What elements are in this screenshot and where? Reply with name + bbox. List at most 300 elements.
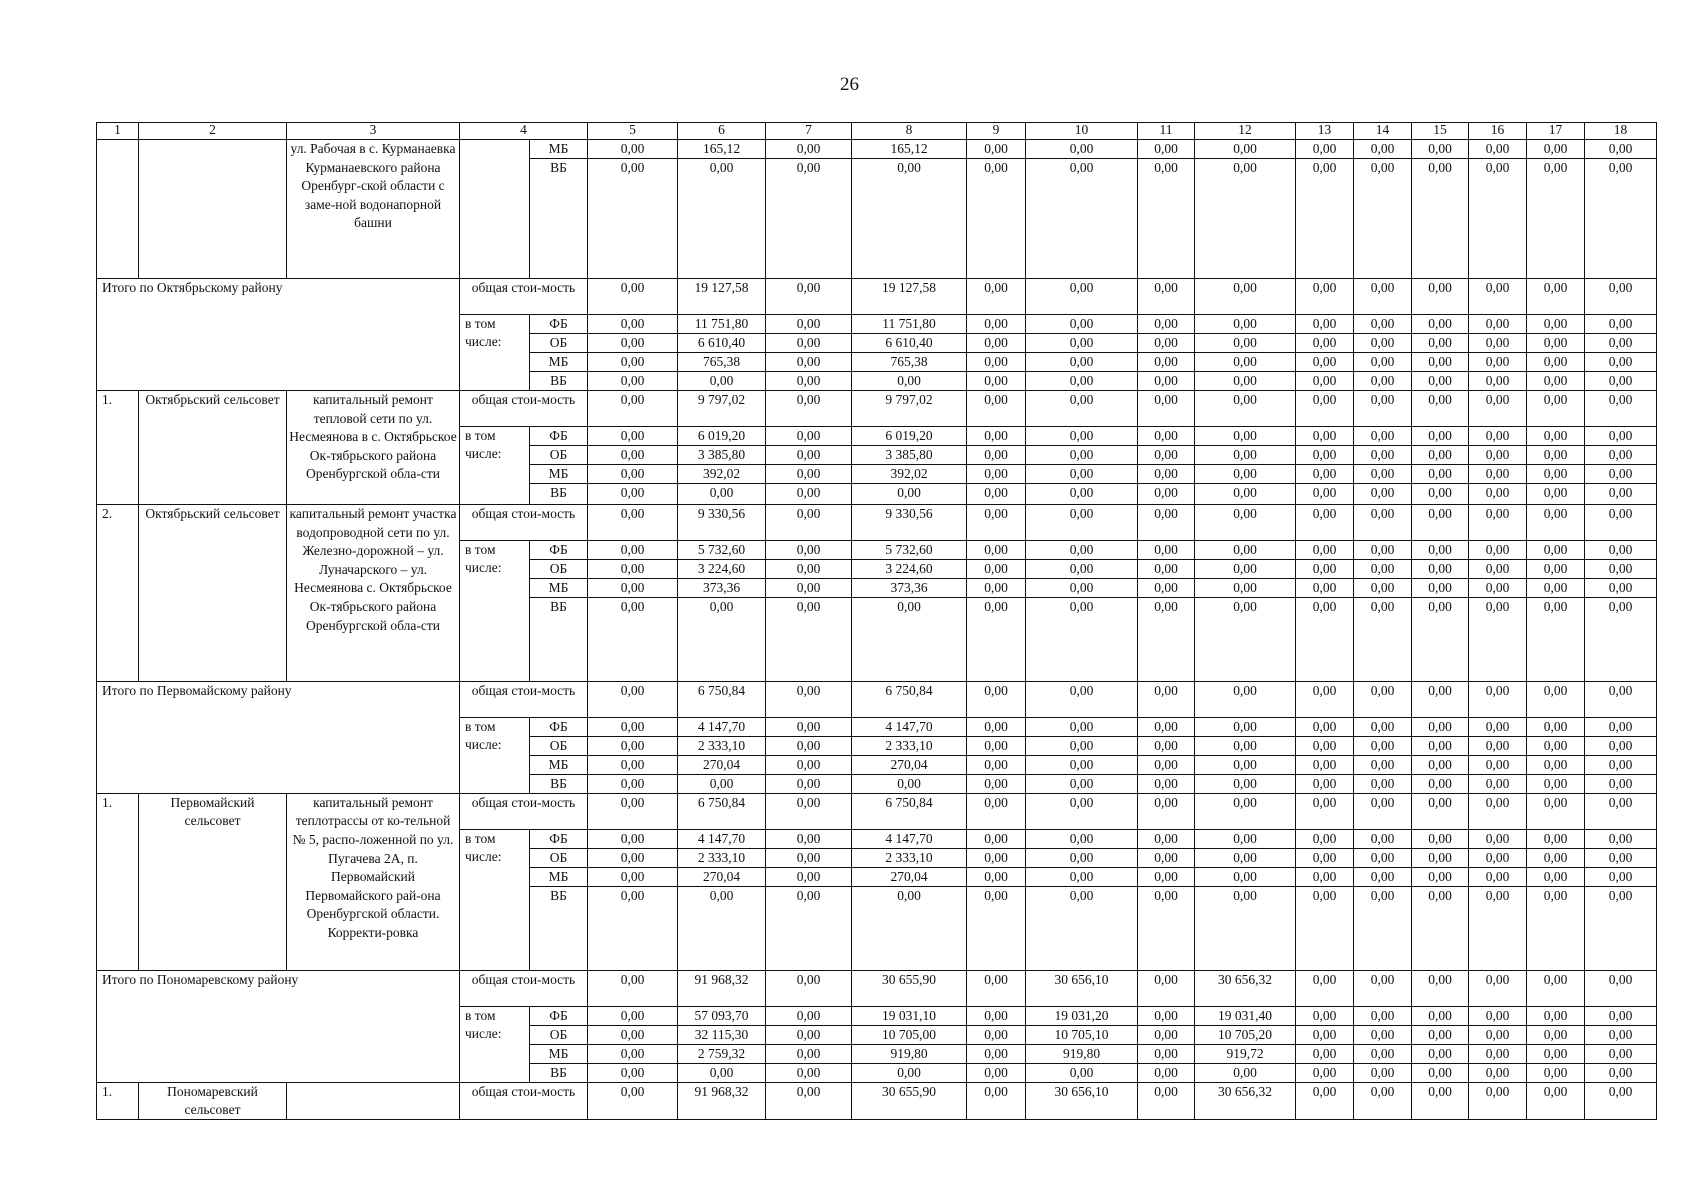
value-cell: 6 610,40 bbox=[678, 334, 766, 353]
value-cell: 0,00 bbox=[1296, 755, 1354, 774]
value-cell: 919,80 bbox=[1026, 1044, 1138, 1063]
value-cell: 0,00 bbox=[1195, 427, 1296, 446]
value-cell: 2 333,10 bbox=[852, 736, 967, 755]
value-cell: 0,00 bbox=[588, 970, 678, 1006]
value-cell: 10 705,10 bbox=[1026, 1025, 1138, 1044]
value-cell: 0,00 bbox=[766, 886, 852, 970]
value-cell: 0,00 bbox=[1585, 505, 1657, 541]
fund-code-cell: МБ bbox=[530, 465, 588, 484]
value-cell: 0,00 bbox=[1412, 886, 1469, 970]
value-cell: 0,00 bbox=[1585, 970, 1657, 1006]
including-label: в том числе: bbox=[460, 315, 530, 391]
value-cell: 0,00 bbox=[1026, 579, 1138, 598]
value-cell: 0,00 bbox=[852, 484, 967, 505]
value-cell: 0,00 bbox=[1138, 598, 1195, 682]
value-cell: 0,00 bbox=[967, 505, 1026, 541]
value-cell: 5 732,60 bbox=[678, 541, 766, 560]
column-header-18: 18 bbox=[1585, 123, 1657, 140]
value-cell: 165,12 bbox=[678, 140, 766, 159]
value-cell: 0,00 bbox=[588, 1006, 678, 1025]
total-cost-label: общая стои-мость bbox=[460, 793, 588, 829]
value-cell: 0,00 bbox=[1527, 717, 1585, 736]
value-cell: 0,00 bbox=[1026, 140, 1138, 159]
value-cell: 0,00 bbox=[766, 334, 852, 353]
value-cell: 0,00 bbox=[1527, 484, 1585, 505]
value-cell: 0,00 bbox=[588, 279, 678, 315]
value-cell: 0,00 bbox=[1195, 829, 1296, 848]
value-cell: 0,00 bbox=[1026, 736, 1138, 755]
district-total-row bbox=[97, 279, 1657, 315]
value-cell: 0,00 bbox=[1585, 391, 1657, 427]
value-cell: 6 750,84 bbox=[678, 793, 766, 829]
value-cell: 0,00 bbox=[766, 505, 852, 541]
value-cell: 0,00 bbox=[1296, 372, 1354, 391]
value-cell: 0,00 bbox=[1412, 1082, 1469, 1119]
value-cell: 0,00 bbox=[967, 829, 1026, 848]
value-cell: 0,00 bbox=[1296, 774, 1354, 793]
fund-code-cell: МБ bbox=[530, 867, 588, 886]
value-cell: 91 968,32 bbox=[678, 970, 766, 1006]
value-cell: 30 656,32 bbox=[1195, 1082, 1296, 1119]
value-cell: 0,00 bbox=[1195, 1063, 1296, 1082]
value-cell: 0,00 bbox=[1354, 279, 1412, 315]
value-cell: 19 127,58 bbox=[852, 279, 967, 315]
value-cell: 0,00 bbox=[1469, 353, 1527, 372]
value-cell: 0,00 bbox=[1585, 159, 1657, 279]
value-cell: 0,00 bbox=[766, 1044, 852, 1063]
value-cell: 0,00 bbox=[1412, 159, 1469, 279]
value-cell: 0,00 bbox=[1354, 427, 1412, 446]
value-cell: 0,00 bbox=[1527, 140, 1585, 159]
value-cell: 19 031,10 bbox=[852, 1006, 967, 1025]
value-cell: 0,00 bbox=[1469, 465, 1527, 484]
value-cell: 0,00 bbox=[1138, 159, 1195, 279]
value-cell: 0,00 bbox=[1195, 793, 1296, 829]
budget-table-container bbox=[96, 122, 1657, 1120]
value-cell: 0,00 bbox=[1138, 353, 1195, 372]
value-cell: 0,00 bbox=[1585, 774, 1657, 793]
value-cell: 0,00 bbox=[1469, 541, 1527, 560]
value-cell: 0,00 bbox=[967, 1063, 1026, 1082]
value-cell: 0,00 bbox=[967, 1006, 1026, 1025]
value-cell: 0,00 bbox=[1469, 140, 1527, 159]
value-cell: 0,00 bbox=[1412, 505, 1469, 541]
value-cell: 0,00 bbox=[1354, 446, 1412, 465]
value-cell: 0,00 bbox=[1138, 793, 1195, 829]
value-cell: 4 147,70 bbox=[852, 829, 967, 848]
value-cell: 0,00 bbox=[1195, 315, 1296, 334]
value-cell: 0,00 bbox=[1527, 755, 1585, 774]
value-cell: 0,00 bbox=[1026, 372, 1138, 391]
value-cell: 0,00 bbox=[1026, 867, 1138, 886]
item-description-cell: ул. Рабочая в с. Курманаевка Курманаевского района Оренбург-ской области с заме-ной водонапорной башни bbox=[287, 140, 460, 279]
value-cell: 0,00 bbox=[1195, 484, 1296, 505]
value-cell: 0,00 bbox=[1026, 774, 1138, 793]
value-cell: 4 147,70 bbox=[852, 717, 967, 736]
fund-code-cell: ФБ bbox=[530, 315, 588, 334]
fund-code-cell: ОБ bbox=[530, 1025, 588, 1044]
value-cell: 0,00 bbox=[1585, 484, 1657, 505]
value-cell: 0,00 bbox=[1026, 505, 1138, 541]
value-cell: 0,00 bbox=[1296, 1063, 1354, 1082]
value-cell: 0,00 bbox=[967, 446, 1026, 465]
value-cell: 0,00 bbox=[1469, 372, 1527, 391]
value-cell: 0,00 bbox=[967, 886, 1026, 970]
value-cell: 0,00 bbox=[766, 793, 852, 829]
district-total-title: Итого по Октябрьскому району bbox=[97, 279, 460, 391]
value-cell: 0,00 bbox=[766, 774, 852, 793]
value-cell: 0,00 bbox=[967, 560, 1026, 579]
value-cell: 0,00 bbox=[1026, 717, 1138, 736]
value-cell: 0,00 bbox=[1195, 681, 1296, 717]
value-cell: 0,00 bbox=[1138, 427, 1195, 446]
value-cell: 0,00 bbox=[1296, 848, 1354, 867]
value-cell: 0,00 bbox=[1585, 867, 1657, 886]
value-cell: 0,00 bbox=[1469, 391, 1527, 427]
value-cell: 0,00 bbox=[1585, 353, 1657, 372]
value-cell: 19 031,40 bbox=[1195, 1006, 1296, 1025]
including-label: в том числе: bbox=[460, 717, 530, 793]
value-cell: 0,00 bbox=[1469, 1044, 1527, 1063]
value-cell: 0,00 bbox=[1585, 681, 1657, 717]
value-cell: 0,00 bbox=[1138, 391, 1195, 427]
value-cell: 10 705,20 bbox=[1195, 1025, 1296, 1044]
column-header-17: 17 bbox=[1527, 123, 1585, 140]
value-cell: 0,00 bbox=[1469, 1082, 1527, 1119]
value-cell: 0,00 bbox=[967, 1044, 1026, 1063]
value-cell: 0,00 bbox=[1296, 560, 1354, 579]
value-cell: 0,00 bbox=[1469, 848, 1527, 867]
value-cell: 0,00 bbox=[1138, 446, 1195, 465]
value-cell: 0,00 bbox=[766, 372, 852, 391]
fund-code-cell: МБ bbox=[530, 755, 588, 774]
value-cell: 0,00 bbox=[1527, 279, 1585, 315]
value-cell: 0,00 bbox=[1195, 541, 1296, 560]
column-header-13: 13 bbox=[1296, 123, 1354, 140]
value-cell: 0,00 bbox=[1354, 159, 1412, 279]
value-cell: 0,00 bbox=[588, 867, 678, 886]
value-cell: 0,00 bbox=[1296, 279, 1354, 315]
value-cell: 0,00 bbox=[1469, 159, 1527, 279]
value-cell: 0,00 bbox=[766, 427, 852, 446]
value-cell: 0,00 bbox=[967, 774, 1026, 793]
value-cell: 0,00 bbox=[967, 541, 1026, 560]
table-row bbox=[97, 140, 1657, 159]
value-cell: 0,00 bbox=[1527, 793, 1585, 829]
value-cell: 0,00 bbox=[1527, 353, 1585, 372]
value-cell: 0,00 bbox=[967, 159, 1026, 279]
value-cell: 0,00 bbox=[1026, 886, 1138, 970]
value-cell: 0,00 bbox=[1527, 334, 1585, 353]
fund-code-cell: ВБ bbox=[530, 598, 588, 682]
value-cell: 0,00 bbox=[1469, 484, 1527, 505]
value-cell: 0,00 bbox=[1412, 1044, 1469, 1063]
value-cell: 0,00 bbox=[1354, 793, 1412, 829]
table-body bbox=[97, 123, 1657, 1120]
value-cell: 0,00 bbox=[588, 579, 678, 598]
column-header-15: 15 bbox=[1412, 123, 1469, 140]
item-name-cell: Первомайский сельсовет bbox=[139, 793, 287, 970]
value-cell: 0,00 bbox=[588, 755, 678, 774]
value-cell: 0,00 bbox=[1195, 867, 1296, 886]
value-cell: 0,00 bbox=[588, 1082, 678, 1119]
value-cell: 0,00 bbox=[766, 681, 852, 717]
value-cell: 0,00 bbox=[1354, 829, 1412, 848]
value-cell: 0,00 bbox=[766, 465, 852, 484]
value-cell: 0,00 bbox=[1469, 1063, 1527, 1082]
value-cell: 0,00 bbox=[588, 484, 678, 505]
value-cell: 0,00 bbox=[1412, 465, 1469, 484]
value-cell: 0,00 bbox=[1026, 1063, 1138, 1082]
value-cell: 0,00 bbox=[1354, 505, 1412, 541]
item-number-cell: 1. bbox=[97, 391, 139, 505]
value-cell: 0,00 bbox=[1195, 465, 1296, 484]
value-cell: 0,00 bbox=[1412, 736, 1469, 755]
value-cell: 0,00 bbox=[1296, 886, 1354, 970]
value-cell: 0,00 bbox=[1354, 140, 1412, 159]
value-cell: 9 797,02 bbox=[852, 391, 967, 427]
value-cell: 0,00 bbox=[588, 372, 678, 391]
fund-code-cell: МБ bbox=[530, 140, 588, 159]
value-cell: 0,00 bbox=[588, 829, 678, 848]
value-cell: 0,00 bbox=[1527, 541, 1585, 560]
value-cell: 0,00 bbox=[766, 598, 852, 682]
value-cell: 0,00 bbox=[1296, 793, 1354, 829]
value-cell: 30 656,32 bbox=[1195, 970, 1296, 1006]
value-cell: 0,00 bbox=[1412, 1006, 1469, 1025]
value-cell: 0,00 bbox=[1296, 579, 1354, 598]
value-cell: 0,00 bbox=[1412, 848, 1469, 867]
value-cell: 0,00 bbox=[1138, 681, 1195, 717]
value-cell: 0,00 bbox=[1354, 970, 1412, 1006]
value-cell: 0,00 bbox=[1138, 829, 1195, 848]
value-cell: 0,00 bbox=[1585, 886, 1657, 970]
value-cell: 0,00 bbox=[1412, 334, 1469, 353]
value-cell: 6 019,20 bbox=[852, 427, 967, 446]
value-cell: 0,00 bbox=[1354, 598, 1412, 682]
value-cell: 0,00 bbox=[1026, 279, 1138, 315]
value-cell: 0,00 bbox=[1469, 1006, 1527, 1025]
value-cell: 0,00 bbox=[1195, 755, 1296, 774]
value-cell: 0,00 bbox=[1296, 970, 1354, 1006]
value-cell: 0,00 bbox=[967, 334, 1026, 353]
value-cell: 765,38 bbox=[852, 353, 967, 372]
value-cell: 0,00 bbox=[1296, 391, 1354, 427]
value-cell: 0,00 bbox=[967, 717, 1026, 736]
value-cell: 0,00 bbox=[1527, 446, 1585, 465]
value-cell: 0,00 bbox=[1296, 829, 1354, 848]
value-cell: 0,00 bbox=[678, 1063, 766, 1082]
value-cell: 0,00 bbox=[766, 560, 852, 579]
total-cost-label: общая стои-мость bbox=[460, 279, 588, 315]
value-cell: 0,00 bbox=[1527, 560, 1585, 579]
value-cell: 0,00 bbox=[1195, 579, 1296, 598]
value-cell: 0,00 bbox=[1354, 353, 1412, 372]
value-cell: 2 333,10 bbox=[852, 848, 967, 867]
value-cell: 0,00 bbox=[1585, 1082, 1657, 1119]
value-cell: 0,00 bbox=[1354, 1082, 1412, 1119]
value-cell: 0,00 bbox=[588, 886, 678, 970]
value-cell: 0,00 bbox=[1138, 372, 1195, 391]
value-cell: 0,00 bbox=[1412, 560, 1469, 579]
value-cell: 0,00 bbox=[1412, 579, 1469, 598]
value-cell: 0,00 bbox=[1354, 886, 1412, 970]
value-cell: 0,00 bbox=[1412, 1025, 1469, 1044]
value-cell: 0,00 bbox=[1412, 315, 1469, 334]
district-total-row bbox=[97, 970, 1657, 1006]
value-cell: 0,00 bbox=[1527, 391, 1585, 427]
total-cost-label: общая стои-мость bbox=[460, 681, 588, 717]
value-cell: 0,00 bbox=[678, 886, 766, 970]
value-cell: 0,00 bbox=[1412, 774, 1469, 793]
value-cell: 0,00 bbox=[766, 446, 852, 465]
value-cell: 0,00 bbox=[1412, 391, 1469, 427]
value-cell: 0,00 bbox=[588, 315, 678, 334]
value-cell: 0,00 bbox=[588, 541, 678, 560]
item-name-cell: Октябрьский сельсовет bbox=[139, 505, 287, 682]
value-cell: 0,00 bbox=[1585, 717, 1657, 736]
district-total-title: Итого по Пономаревскому району bbox=[97, 970, 460, 1082]
value-cell: 0,00 bbox=[1296, 598, 1354, 682]
value-cell: 0,00 bbox=[588, 159, 678, 279]
value-cell: 0,00 bbox=[1469, 755, 1527, 774]
value-cell: 2 333,10 bbox=[678, 736, 766, 755]
value-cell: 0,00 bbox=[1469, 867, 1527, 886]
value-cell: 0,00 bbox=[1412, 867, 1469, 886]
value-cell: 0,00 bbox=[1469, 736, 1527, 755]
value-cell: 0,00 bbox=[852, 774, 967, 793]
value-cell: 0,00 bbox=[1138, 465, 1195, 484]
value-cell: 0,00 bbox=[1469, 1025, 1527, 1044]
value-cell: 0,00 bbox=[1527, 505, 1585, 541]
value-cell: 0,00 bbox=[1354, 391, 1412, 427]
value-cell: 30 656,10 bbox=[1026, 1082, 1138, 1119]
value-cell: 0,00 bbox=[1354, 315, 1412, 334]
value-cell: 0,00 bbox=[1585, 1025, 1657, 1044]
value-cell: 0,00 bbox=[1585, 1006, 1657, 1025]
value-cell: 0,00 bbox=[766, 279, 852, 315]
value-cell: 6 750,84 bbox=[678, 681, 766, 717]
total-cost-label: общая стои-мость bbox=[460, 970, 588, 1006]
value-cell: 0,00 bbox=[1585, 315, 1657, 334]
value-cell: 0,00 bbox=[1527, 774, 1585, 793]
value-cell: 919,72 bbox=[1195, 1044, 1296, 1063]
value-cell: 0,00 bbox=[1469, 560, 1527, 579]
value-cell: 0,00 bbox=[1527, 848, 1585, 867]
value-cell: 0,00 bbox=[1138, 541, 1195, 560]
value-cell: 0,00 bbox=[1195, 505, 1296, 541]
column-header-7: 7 bbox=[766, 123, 852, 140]
value-cell: 0,00 bbox=[588, 736, 678, 755]
value-cell: 0,00 bbox=[1195, 717, 1296, 736]
column-header-3: 3 bbox=[287, 123, 460, 140]
value-cell: 0,00 bbox=[1527, 1006, 1585, 1025]
column-header-8: 8 bbox=[852, 123, 967, 140]
district-total-row bbox=[97, 681, 1657, 717]
value-cell: 6 610,40 bbox=[852, 334, 967, 353]
value-cell: 0,00 bbox=[1354, 774, 1412, 793]
value-cell: 0,00 bbox=[1469, 681, 1527, 717]
value-cell: 0,00 bbox=[1354, 755, 1412, 774]
value-cell: 0,00 bbox=[1527, 1063, 1585, 1082]
value-cell: 0,00 bbox=[967, 755, 1026, 774]
value-cell: 0,00 bbox=[766, 717, 852, 736]
value-cell: 270,04 bbox=[852, 755, 967, 774]
column-header-9: 9 bbox=[967, 123, 1026, 140]
value-cell: 0,00 bbox=[1412, 484, 1469, 505]
value-cell: 0,00 bbox=[1296, 446, 1354, 465]
value-cell: 3 224,60 bbox=[852, 560, 967, 579]
fund-code-cell: ВБ bbox=[530, 159, 588, 279]
value-cell: 9 797,02 bbox=[678, 391, 766, 427]
value-cell: 0,00 bbox=[588, 140, 678, 159]
value-cell: 0,00 bbox=[1138, 279, 1195, 315]
value-cell: 0,00 bbox=[1026, 829, 1138, 848]
value-cell: 0,00 bbox=[1585, 446, 1657, 465]
value-cell: 2 333,10 bbox=[678, 848, 766, 867]
value-cell: 0,00 bbox=[1412, 598, 1469, 682]
value-cell: 91 968,32 bbox=[678, 1082, 766, 1119]
value-cell: 0,00 bbox=[766, 353, 852, 372]
column-header-1: 1 bbox=[97, 123, 139, 140]
fund-code-cell: ОБ bbox=[530, 560, 588, 579]
value-cell: 0,00 bbox=[678, 774, 766, 793]
value-cell: 0,00 bbox=[967, 140, 1026, 159]
value-cell: 0,00 bbox=[1026, 391, 1138, 427]
value-cell: 0,00 bbox=[1296, 315, 1354, 334]
value-cell: 0,00 bbox=[967, 970, 1026, 1006]
value-cell: 30 655,90 bbox=[852, 970, 967, 1006]
value-cell: 0,00 bbox=[1296, 717, 1354, 736]
value-cell: 0,00 bbox=[1195, 372, 1296, 391]
value-cell: 0,00 bbox=[1412, 717, 1469, 736]
value-cell: 0,00 bbox=[1527, 1025, 1585, 1044]
item-number-cell bbox=[97, 140, 139, 279]
value-cell: 765,38 bbox=[678, 353, 766, 372]
value-cell: 0,00 bbox=[967, 484, 1026, 505]
value-cell: 270,04 bbox=[678, 755, 766, 774]
value-cell: 0,00 bbox=[1296, 334, 1354, 353]
value-cell: 0,00 bbox=[1296, 1082, 1354, 1119]
value-cell: 0,00 bbox=[1354, 717, 1412, 736]
item-row bbox=[97, 391, 1657, 427]
value-cell: 0,00 bbox=[1527, 427, 1585, 446]
value-cell: 0,00 bbox=[766, 1082, 852, 1119]
value-cell: 30 656,10 bbox=[1026, 970, 1138, 1006]
including-label: в том числе: bbox=[460, 427, 530, 505]
value-cell: 0,00 bbox=[1354, 848, 1412, 867]
value-cell: 392,02 bbox=[852, 465, 967, 484]
value-cell: 0,00 bbox=[967, 681, 1026, 717]
value-cell: 0,00 bbox=[1354, 867, 1412, 886]
value-cell: 4 147,70 bbox=[678, 829, 766, 848]
value-cell: 0,00 bbox=[1195, 391, 1296, 427]
value-cell: 0,00 bbox=[1195, 598, 1296, 682]
total-cost-label: общая стои-мость bbox=[460, 505, 588, 541]
column-header-16: 16 bbox=[1469, 123, 1527, 140]
value-cell: 0,00 bbox=[1296, 159, 1354, 279]
value-cell: 0,00 bbox=[1026, 755, 1138, 774]
value-cell: 0,00 bbox=[1296, 867, 1354, 886]
item-description-cell: капитальный ремонт тепловой сети по ул. Несмеянова в с. Октябрьское Ок-тябрьского района Оренбургской обла-сти bbox=[287, 391, 460, 505]
value-cell: 0,00 bbox=[588, 717, 678, 736]
value-cell: 0,00 bbox=[967, 465, 1026, 484]
value-cell: 0,00 bbox=[852, 1063, 967, 1082]
value-cell: 0,00 bbox=[1469, 793, 1527, 829]
value-cell: 0,00 bbox=[678, 372, 766, 391]
value-cell: 0,00 bbox=[1138, 579, 1195, 598]
value-cell: 0,00 bbox=[1354, 681, 1412, 717]
